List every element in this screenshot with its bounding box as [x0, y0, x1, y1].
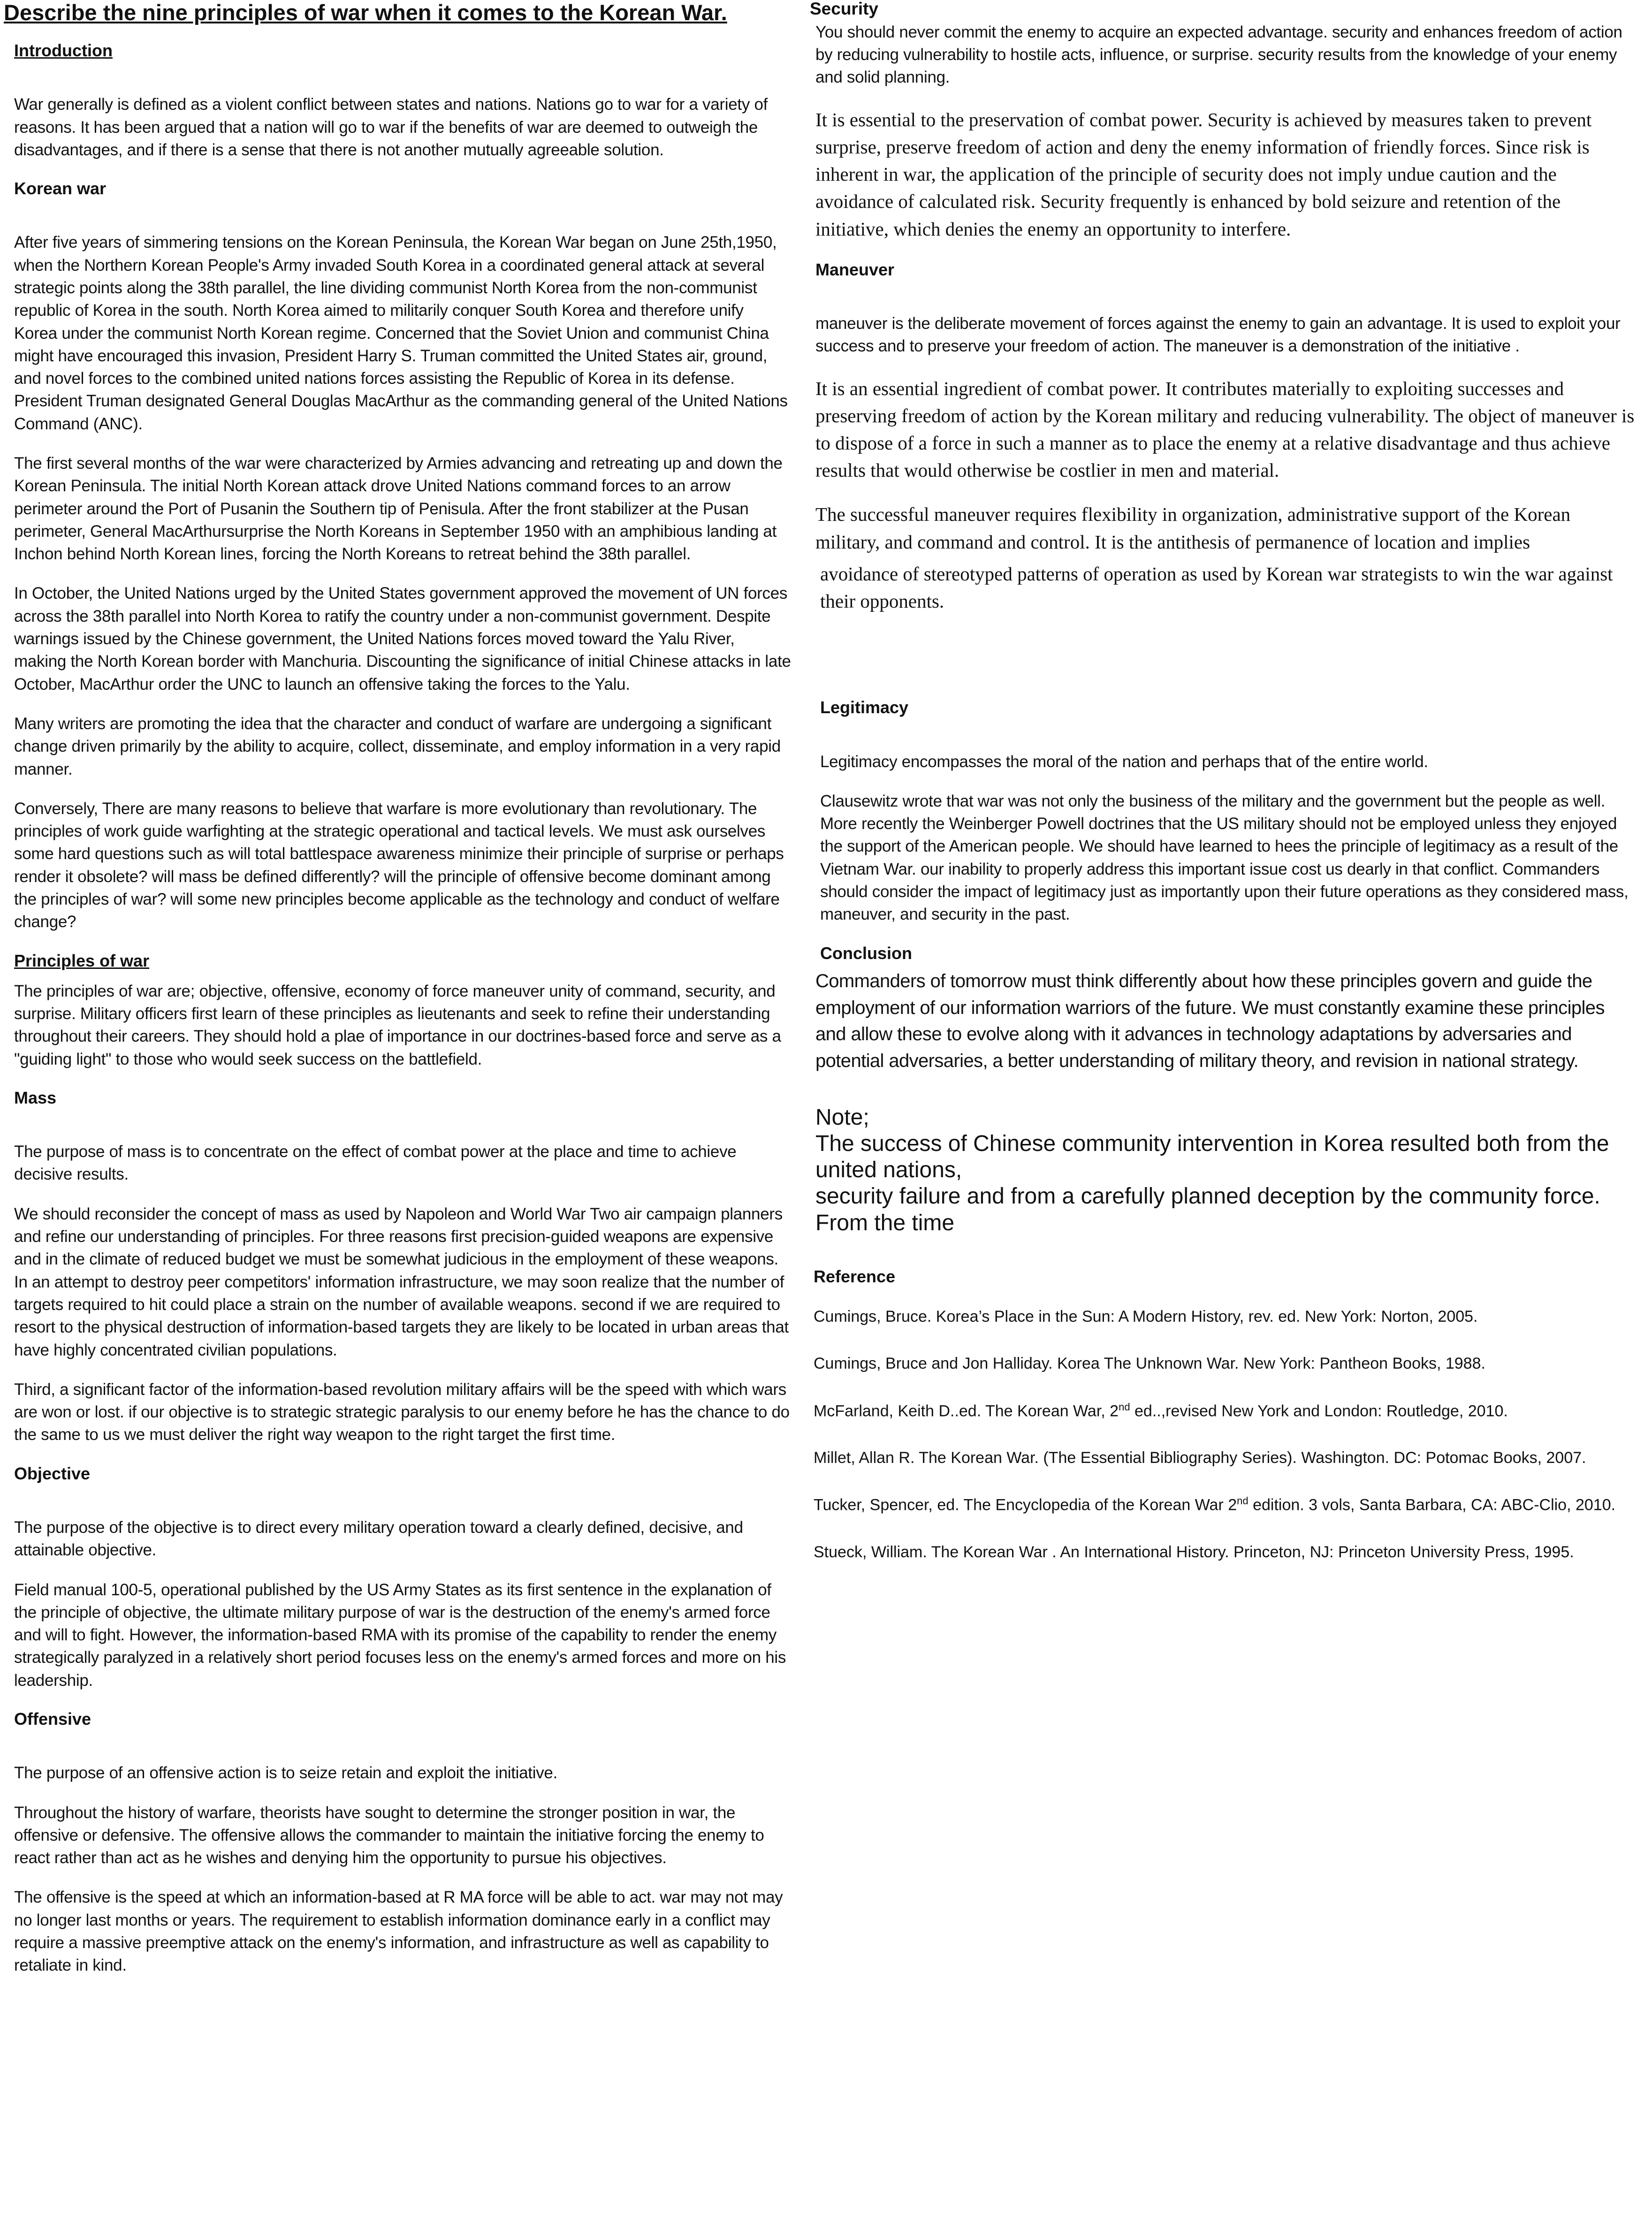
note-label: Note;: [815, 1105, 869, 1130]
reference-item-3: [814, 1400, 1635, 1423]
reference-item-3-sup: nd: [1119, 1401, 1130, 1413]
introduction-paragraph: War generally is defined as a violent conflict between states and nations. Nations go to war for a variety of reasons. It has been argued that a nation will go to war if the benefits of war are deemed to outweigh the disadvantages, and if there is a sense that there is not another mutually agreeable solution.: [14, 95, 768, 159]
korean-war-paragraph-4: Many writers are promoting the idea that the character and conduct of warfare are undergoing a significant change driven primarily by the ability to acquire, collect, disseminate, and employ information in a very rapid manner.: [14, 714, 781, 778]
offensive-paragraph-3: The offensive is the speed at which an information-based at R MA force will be able to act. war may not may no longer last months or years. The requirement to establish information dominance early in a conflict may require a massive preemptive attack on the enemy's information, and infrastructure as well as capability to retaliate in kind.: [14, 1888, 783, 1975]
korean-war-paragraph-1: After five years of simmering tensions on the Korean Peninsula, the Korean War began on June 25th,1950, when the Northern Korean People's Army invaded South Korea in a coordinated general attack at several strategic points along the 38th parallel, the line dividing communist North Korea from the non-communist republic of Korea in the south. North Korea aimed to militarily conquer South Korea and therefore unify Korea under the communist North Korean regime. Concerned that the Soviet Union and communist China might have encouraged this invasion, President Harry S. Truman committed the United States air, ground, and novel forces to the combined united nations forces assisting the Republic of Korea in its defense. President Truman designated General Douglas MacArthur as the commanding general of the United Nations Command (ANC).: [14, 233, 788, 433]
maneuver-paragraph-1: It is an essential ingredient of combat power. It contributes materially to exploiting successes and preserving freedom of action by the Korean military and reducing vulnerability. The object of maneuver is to dispose of a force in such a manner as to place the enemy at a relative disadvantage and thus achieve results that would otherwise be costlier in men and material.: [815, 377, 1635, 481]
reference-item-6: Stueck, William. The Korean War . An International History. Princeton, NJ: Princeton University Press, 1995.: [814, 1543, 1574, 1561]
korean-war-paragraph-3: In October, the United Nations urged by the United States government approved the movement of UN forces across the 38th parallel into North Korea to ratify the country under a non-communist government. Despite warnings issued by the Chinese government, the United Nations forces moved toward the Yalu River, making the North Korean border with Manchuria. Discounting the significance of initial Chinese attacks in late October, MacArthur order the UNC to launch an offensive taking the forces to the Yalu.: [14, 584, 791, 693]
conclusion-heading: Conclusion: [820, 943, 912, 963]
document-title: Describe the nine principles of war when it comes to the Korean War.: [4, 0, 727, 25]
mass-paragraph-1: The purpose of mass is to concentrate on the effect of combat power at the place and time to achieve decisive results.: [14, 1142, 737, 1184]
principles-heading: Principles of war: [14, 951, 150, 970]
maneuver-intro: maneuver is the deliberate movement of forces against the enemy to gain an advantage. It is used to exploit your success and to preserve your freedom of action. The maneuver is a demonstration of the initiative .: [815, 314, 1621, 356]
offensive-paragraph-1: The purpose of an offensive action is to seize retain and exploit the initiative.: [14, 1764, 557, 1782]
section-spacer: [810, 632, 1640, 683]
reference-item-5: [814, 1493, 1635, 1516]
legitimacy-heading: Legitimacy: [820, 698, 909, 717]
objective-paragraph-2: Field manual 100-5, operational published by the US Army States as its first sentence in the explanation of the principle of objective, the ultimate military purpose of war is the destruction of the enemy's armed force and will to fight. However, the information-based RMA with its promise of the capability to render the enemy strategically paralyzed in a relatively short period focuses less on the enemy's armed forces and more on his leadership.: [14, 1580, 786, 1690]
left-column: [4, 0, 801, 1994]
objective-paragraph-1: The purpose of the objective is to direct every military operation toward a clearly defined, decisive, and attainable objective.: [14, 1518, 743, 1560]
maneuver-heading: Maneuver: [815, 259, 895, 279]
korean-war-heading: Korean war: [14, 179, 107, 198]
right-column: [810, 0, 1640, 1588]
reference-item-3-text: McFarland, Keith D..ed. The Korean War, 2: [814, 1401, 1119, 1420]
legitimacy-paragraph-1: Legitimacy encompasses the moral of the nation and perhaps that of the entire world.: [820, 752, 1428, 771]
korean-war-paragraph-5: Conversely, There are many reasons to believe that warfare is more evolutionary than revolutionary. The principles of work guide warfighting at the strategic operational and tactical levels. We must ask ourselves some hard questions such as will total battlespace awareness minimize their principle of surprise or perhaps render it obsolete? will mass be defined differently? will the principle of offensive become dominant among the principles of war? will some new principles become applicable as the technology and conduct of welfare change?: [14, 799, 784, 931]
legitimacy-paragraph-2: Clausewitz wrote that war was not only the business of the military and the government but the people as well. More recently the Weinberger Powell doctrines that the US military should not be employed unless they enjoyed the support of the American people. We should have learned to hees the principle of legitimacy as a result of the Vietnam War. our inability to properly address this important issue cost us dearly in that conflict. Commanders should consider the impact of legitimacy just as importantly upon their future operations as they considered mass, maneuver, and security in the past.: [820, 792, 1629, 924]
principles-paragraph: The principles of war are; objective, offensive, economy of force maneuver unity of command, security, and surprise. Military officers first learn of these principles as lieutenants and seek to refine their understanding throughout their careers. They should hold a plae of importance in our doctrines-based force and serve as a "guiding light" to those who would seek success on the battlefield.: [14, 982, 781, 1068]
korean-war-paragraph-2: The first several months of the war were characterized by Armies advancing and retreating up and down the Korean Peninsula. The initial North Korean attack drove United Nations command forces to an arrow perimeter around the Port of Pusanin the Southern tip of Penisula. After the front stabilizer at the Pusan perimeter, General MacArthursurprise the North Koreans in September 1950 with an amphibious landing at Inchon behind North Korean lines, forcing the North Koreans to retreat behind the 38th parallel.: [14, 454, 783, 564]
note-block: [815, 1104, 1635, 1236]
mass-heading: Mass: [14, 1088, 57, 1107]
offensive-heading: Offensive: [14, 1709, 91, 1729]
reference-item-4: Millet, Allan R. The Korean War. (The Essential Bibliography Series). Washington. DC: Potomac Books, 2007.: [814, 1449, 1586, 1467]
security-heading: Security: [810, 0, 879, 18]
reference-item-2: Cumings, Bruce and Jon Halliday. Korea The Unknown War. New York: Pantheon Books, 1988.: [814, 1355, 1485, 1373]
security-paragraph: It is essential to the preservation of combat power. Security is achieved by measures taken to prevent surprise, preserve freedom of action and deny the enemy information of friendly forces. Since risk is inherent in war, the application of the principle of security does not imply undue caution and the avoidance of calculated risk. Security frequently is enhanced by bold seizure and retention of the initiative, which denies the enemy an opportunity to interfere.: [815, 108, 1592, 240]
reference-item-5-rest: edition. 3 vols, Santa Barbara, CA: ABC-Clio, 2010.: [1248, 1496, 1616, 1514]
reference-item-5-sup: nd: [1237, 1495, 1249, 1507]
maneuver-paragraph-3: avoidance of stereotyped patterns of operation as used by Korean war strategists to win the war against their opponents.: [820, 563, 1613, 612]
conclusion-paragraph: Commanders of tomorrow must think differently about how these principles govern and guide the employment of our information warriors of the future. We must constantly examine these principles and allow these to evolve along with it advances in technology adaptations by adversaries and potential adversaries, a better understanding of military theory, and revision in national strategy.: [815, 970, 1605, 1072]
mass-paragraph-2: We should reconsider the concept of mass as used by Napoleon and World War Two air campaign planners and refine our understanding of principles. For three reasons first precision-guided weapons are expensive and in the climate of reduced budget we must be somewhat judicious in the employment of these weapons. In an attempt to destroy peer competitors' information infrastructure, we may soon realize that the number of targets required to hit could place a strain on the number of available weapons. second if we are required to resort to the physical destruction of information-based targets they are likely to be located in urban areas that have highly concentrated civilian populations.: [14, 1204, 789, 1359]
offensive-paragraph-2: Throughout the history of warfare, theorists have sought to determine the stronger position in war, the offensive or defensive. The offensive allows the commander to maintain the initiative forcing the enemy to react rather than act as he wishes and denying him the opportunity to pursue his objectives.: [14, 1803, 764, 1867]
note-line-1: The success of Chinese community intervention in Korea resulted both from the united nations,: [815, 1131, 1609, 1183]
security-intro: You should never commit the enemy to acquire an expected advantage. security and enhances freedom of action by reducing vulnerability to hostile acts, influence, or surprise. security results from the knowledge of your enemy and solid planning.: [815, 23, 1622, 87]
objective-heading: Objective: [14, 1463, 91, 1483]
introduction-heading: Introduction: [14, 41, 113, 61]
maneuver-paragraph-2: The successful maneuver requires flexibility in organization, administrative support of the Korean military, and command and control. It is the antithesis of permanence of location and implies: [815, 503, 1571, 553]
reference-heading: Reference: [814, 1266, 896, 1286]
note-line-2: security failure and from a carefully planned deception by the community force. From the time: [815, 1184, 1600, 1235]
mass-paragraph-3: Third, a significant factor of the information-based revolution military affairs will be the speed with which wars are won or lost. if our objective is to strategic strategic paralysis to our enemy before he has the chance to do the same to us we must deliver the right way weapon to the right target the first time.: [14, 1380, 790, 1444]
reference-item-3-rest: ed..,revised New York and London: Routledge, 2010.: [1130, 1401, 1508, 1420]
reference-item-5-text: Tucker, Spencer, ed. The Encyclopedia of the Korean War 2: [814, 1496, 1237, 1514]
reference-item-1: Cumings, Bruce. Korea’s Place in the Sun: A Modern History, rev. ed. New York: Norton, 2005.: [814, 1307, 1478, 1325]
